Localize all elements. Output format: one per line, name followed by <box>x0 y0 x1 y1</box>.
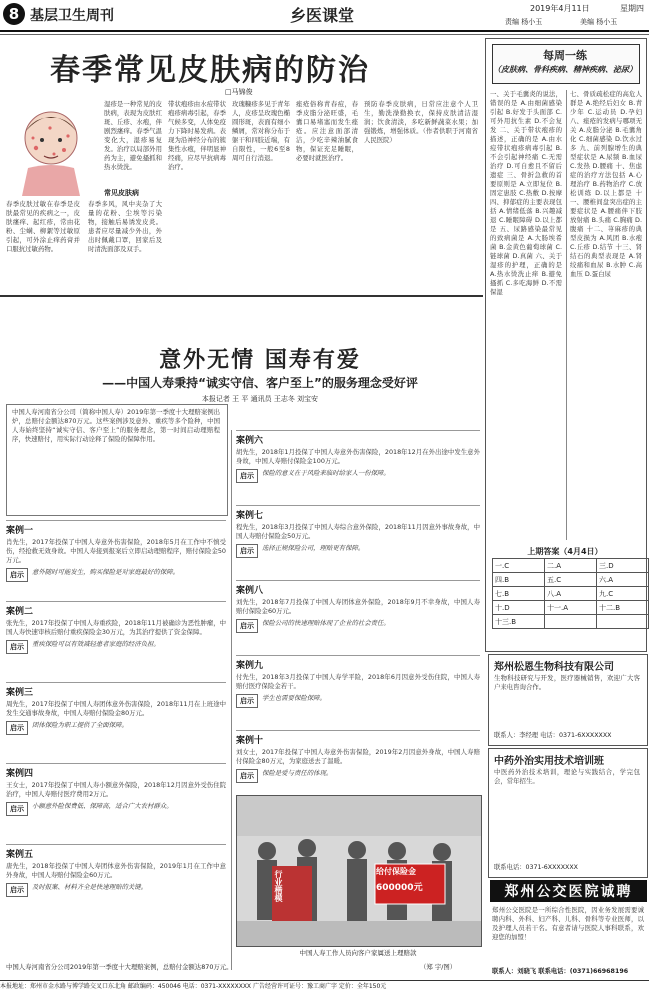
case-block <box>6 682 226 763</box>
article2-subtitle: ——中国人寿秉持“诚实守信、客户至上”的服务理念受好评 <box>102 376 418 390</box>
header-subrule <box>0 34 649 35</box>
case-title: 案例九 <box>236 661 264 671</box>
answers-table <box>492 558 649 629</box>
case-hint-text: 重疾保险可以有效减轻患者家庭的经济负担。 <box>32 640 160 648</box>
issue-date: 2019年4月11日 <box>530 4 590 13</box>
article-column: 春季多风，风中夹杂了大量的花粉、尘埃等污染物，接触后易诱发皮炎。患者应尽量减少外出，外出时佩戴口罩，回家后及时清洗面部及双手。 <box>88 200 162 253</box>
case-hint-text: 团体保险为职工提供了全面保障。 <box>32 721 128 729</box>
answer-cell: 五.C <box>545 573 597 587</box>
article2-intro: 中国人寿河南省分公司（简称中国人寿）2019年第一季度十大理赔案例出炉，总赔付金额达870万元。这些案例涉及意外、重疾等多个险种，中国人寿始终坚持“诚实守信、客户至上”的服务理念，第一时间启动理赔程序，快速赔付，用实际行动诠释了保险的保障作用。 <box>12 408 220 443</box>
case-hint-row <box>6 802 226 816</box>
case-body: 周先生，2017年投保了中国人寿团体意外伤害保险，2018年11月在上班途中发生交通事故身故，中国人寿赔付保险金80万元。 <box>6 700 226 717</box>
answer-cell: 一.C <box>493 559 545 573</box>
article2-title: 意外无情 国寿有爱 <box>159 347 361 373</box>
case-hint-row <box>6 883 226 897</box>
case-title: 案例二 <box>6 607 34 617</box>
quiz-divider <box>566 90 567 540</box>
quiz-column-left: 一、关于毛囊炎的说法，错误的是 A.由细菌感染引起 B.好发于头面部 C.可外用抗生素 D.不会复发 二、关于带状疱疹的描述，正确的是 A.由水痘带状疱疹病毒引起 B.不会引起神经痛 C.无需治疗 D.可自愈且不留后遗症 三、骨折急救的首要原则是 A.立即复位 B.固定患肢 C.热敷 D.按摩 四、抑郁症的主要表现包括 A.情绪低落 B.兴趣减退 C.睡眠障碍 D.以上都是 五、尿路感染最常见的致病菌是 A.大肠埃希菌 B.金黄色葡萄球菌 C.链球菌 D.真菌 六、关于湿疹的护理，正确的是 A.热水烫洗止痒 B.避免搔抓 C.多吃海鲜 D.不需保湿 <box>490 90 562 296</box>
answer-cell: 七.B <box>493 587 545 601</box>
case-body: 张先生，2017年投保了中国人寿重疾险，2018年11月被确诊为恶性肿瘤，中国人寿快速审核后赔付重疾保险金30万元，为其治疗提供了资金保障。 <box>6 619 226 636</box>
case-hint-row <box>236 544 480 558</box>
case-block <box>6 520 226 601</box>
case-hint-text: 保险的意义在于风险来临时给家人一份保障。 <box>262 469 390 477</box>
case-hint-row <box>6 721 226 735</box>
article-author: □马锦俊 <box>225 88 253 96</box>
photo-caption: 中国人寿工作人员向客户家属送上理赔款 <box>299 949 417 957</box>
article2-footer-byline: （郑 宇/图） <box>420 963 457 971</box>
case-block <box>236 580 480 655</box>
answer-cell: 九.C <box>597 587 649 601</box>
ad-songen-contact: 联系人：李经理 电话：0371-6XXXXXXX <box>494 732 612 739</box>
article-column: 痤疮俗称青春痘，春季皮脂分泌旺盛，毛囊口易堵塞而发生痤疮。应注意面部清洁，少吃辛辣油腻食物，保证充足睡眠，必要时就医治疗。 <box>296 100 358 162</box>
case-title: 案例七 <box>236 511 264 521</box>
case-hint-label: 启示 <box>236 469 258 483</box>
article-column: 玫瑰糠疹多见于青年人，皮疹呈玫瑰色椭圆形斑，表面有细小鳞屑，常对称分布于躯干和四肢近端，有自限性，一般6至8周可自行消退。 <box>232 100 290 162</box>
answer-cell: 十三.B <box>493 615 545 629</box>
case-title: 案例八 <box>236 586 264 596</box>
case-block <box>236 430 480 505</box>
case-hint-text: 保险是爱与责任的体现。 <box>262 769 333 777</box>
case-hint-row <box>236 619 480 633</box>
editor-credit: 责编 杨小玉 <box>505 18 543 26</box>
article-title: 春季常见皮肤病的防治 <box>50 53 370 88</box>
cases-left-column <box>6 520 226 918</box>
article2-byline: 本报记者 王 平 通讯员 王志冬 刘宝安 <box>201 395 319 403</box>
article-column: 带状疱疹由水痘带状疱疹病毒引起，春季气候多变，人体免疫力下降时易发病。表现为沿神经分布的簇集性水疱，伴明显神经痛，应尽早抗病毒治疗。 <box>168 100 226 171</box>
photo-check-amount: 600000元 <box>376 883 423 893</box>
case-hint-label: 启示 <box>236 619 258 633</box>
case-hint-label: 启示 <box>236 694 258 708</box>
ad-training-body: 中医药外治技术培训，理论与实践结合，学完包会，常年招生。 <box>494 768 640 785</box>
article-column: 湿疹是一种常见的皮肤病，表现为皮肤红斑、丘疹、水疱，伴剧烈瘙痒。春季气温变化大，湿疹易复发。治疗以局部外用药为主，避免搔抓和热水烫洗。 <box>104 100 162 171</box>
answer-cell: 十.D <box>493 601 545 615</box>
image-caption: 常见皮肤病 <box>104 189 139 197</box>
photo-check-label: 给付保险金 <box>376 867 416 876</box>
case-title: 案例六 <box>236 436 264 446</box>
answer-cell: 四.B <box>493 573 545 587</box>
issue-weekday: 星期四 <box>620 4 644 13</box>
case-hint-label: 启示 <box>6 802 28 816</box>
article2-footer-note: 中国人寿河南省分公司2019年第一季度十大理赔案例，总赔付金额达870万元。 <box>6 963 233 971</box>
case-body: 付先生，2018年3月投保了中国人寿学平险，2018年6月因意外受伤住院，中国人寿赔付医疗保险金若干。 <box>236 673 480 690</box>
section-divider <box>0 295 483 297</box>
case-title: 案例十 <box>236 736 264 746</box>
case-hint-row <box>236 694 480 708</box>
case-hint-text: 选择正规保险公司，理赔更有保障。 <box>262 544 365 552</box>
case-hint-label: 启示 <box>6 568 28 582</box>
cases-divider <box>231 430 232 970</box>
case-body: 肖先生，2017年投保了中国人寿意外伤害保险，2018年5月在工作中不慎受伤，经抢救无效身故。中国人寿接到报案后立即启动理赔程序，赔付保险金50万元。 <box>6 538 226 564</box>
case-body: 程先生，2018年3月投保了中国人寿综合意外保险，2018年11月因意外事故身故，中国人寿赔付保险金50万元。 <box>236 523 480 540</box>
answer-cell: 六.A <box>597 573 649 587</box>
answer-cell <box>545 615 597 629</box>
case-title: 案例四 <box>6 769 34 779</box>
ad-hospital-contact: 联系人：刘晓飞 联系电话：(0371)66968196 <box>492 968 629 975</box>
case-block <box>6 601 226 682</box>
case-block <box>6 763 226 844</box>
skin-illustration <box>6 96 96 196</box>
case-block <box>236 505 480 580</box>
case-hint-text: 小额意外险保费低、保障高，适合广大农村群众。 <box>32 802 173 810</box>
case-body: 刘先生，2018年7月投保了中国人寿团体意外保险，2018年9月不幸身故，中国人寿赔付保险金60万元。 <box>236 598 480 615</box>
answer-cell <box>597 615 649 629</box>
case-title: 案例一 <box>6 526 34 536</box>
paper-name: 基层卫生周刊 <box>30 8 114 24</box>
case-hint-row <box>236 769 480 783</box>
case-hint-label: 启示 <box>6 721 28 735</box>
quiz-title: 每周一练 <box>543 49 587 62</box>
ad-training-title: 中药外治实用技术培训班 <box>494 756 604 767</box>
designer-credit: 美编 杨小玉 <box>580 18 618 26</box>
answer-cell: 二.A <box>545 559 597 573</box>
header-rule <box>0 30 649 32</box>
case-block <box>6 844 226 925</box>
case-hint-label: 启示 <box>6 640 28 654</box>
case-hint-row <box>6 640 226 654</box>
case-hint-text: 学生也需要保险保障。 <box>262 694 326 702</box>
ad-training-contact: 联系电话：0371-6XXXXXXX <box>494 864 578 871</box>
answer-cell: 三.D <box>597 559 649 573</box>
case-body: 胡先生，2018年1月投保了中国人寿意外伤害保险，2018年12月在外出途中发生意外身故，中国人寿赔付保险金100万元。 <box>236 448 480 465</box>
answers-title: 上期答案（4月4日） <box>527 547 603 556</box>
page-footer: 本报地址：郑州市金水路与博学路交叉口东北角 邮政编码：450046 电话：0371-XXXXXXXX 广告经营许可证号：豫工商广字 定价：全年150元 <box>0 980 649 993</box>
case-block <box>236 655 480 730</box>
case-hint-label: 启示 <box>236 769 258 783</box>
photo-banner-text: 行业楷模 <box>274 870 283 902</box>
answer-cell: 十二.B <box>597 601 649 615</box>
case-hint-label: 启示 <box>6 883 28 897</box>
quiz-column-right: 七、骨质疏松症的高危人群是 A.绝经后妇女 B.青少年 C.运动员 D.孕妇 八、痤疮的发病与哪项无关 A.皮脂分泌 B.毛囊角化 C.细菌感染 D.饮水过多 九、前列腺增生的典型症状是 A.尿频 B.血尿 C.发热 D.腰痛 十、焦虑症的治疗方法包括 A.心理治疗 B.药物治疗 C.放松训练 D.以上都是 十一、腰椎间盘突出症的主要症状是 A.腰痛伴下肢放射痛 B.头痛 C.胸痛 D.腹痛 十二、荨麻疹的典型皮损为 A.风团 B.水疱 C.丘疹 D.结节 十三、肾结石的典型表现是 A.肾绞痛和血尿 B.水肿 C.高血压 D.蛋白尿 <box>570 90 642 278</box>
page-number: 8 <box>3 3 25 25</box>
ad-songen-body: 生物科技研究与开发，医疗器械销售，欢迎广大客户来电咨询合作。 <box>494 674 640 691</box>
ad-hospital-title: 郑州公交医院诚聘 <box>490 880 647 902</box>
case-body: 刘女士，2017年投保了中国人寿意外伤害保险，2019年2月因意外身故，中国人寿赔付保险金80万元，为家庭送去了温暖。 <box>236 748 480 765</box>
answer-cell: 十一.A <box>545 601 597 615</box>
case-title: 案例三 <box>6 688 34 698</box>
article-column: 春季皮肤过敏在春季是皮肤最常见的疾病之一，皮肤瘙痒、起红疹，常由花粉、尘螨、柳絮等过敏原引起，可外涂止痒药膏并口服抗过敏药物。 <box>6 200 80 253</box>
case-hint-text: 保险公司的快速理赔体现了企业的社会责任。 <box>262 619 390 627</box>
cases-right-column <box>236 430 480 790</box>
case-hint-text: 及时报案、材料齐全是快速理赔的关键。 <box>32 883 148 891</box>
case-hint-label: 启示 <box>236 544 258 558</box>
case-block <box>236 730 480 805</box>
case-title: 案例五 <box>6 850 34 860</box>
ad-songen-title: 郑州松恩生物科技有限公司 <box>494 662 614 673</box>
ad-hospital-body: 郑州公交医院是一所综合性医院，因业务发展需要诚聘内科、外科、妇产科、儿科、骨科等专业医师，以及护理人员若干名。有意者请与医院人事科联系，欢迎您的加盟！ <box>492 906 644 941</box>
case-hint-text: 意外随时可能发生，购买保险是对家庭最好的保障。 <box>32 568 179 576</box>
case-body: 唐先生，2018年投保了中国人寿团体意外伤害保险，2019年1月在工作中意外身故，中国人寿赔付保险金60万元。 <box>6 862 226 879</box>
section-title: 乡医课堂 <box>290 6 355 25</box>
case-body: 王女士，2017年投保了中国人寿小额意外保险，2018年12月因意外受伤住院治疗，中国人寿赔付医疗费用2万元。 <box>6 781 226 798</box>
case-hint-row <box>6 568 226 582</box>
article-column: 预防春季皮肤病，日常应注意个人卫生，勤洗澡勤换衣，保持皮肤清洁湿润；饮食清淡，多吃新鲜蔬菜水果；加强锻炼，增强体质。（作者供职于河南省人民医院） <box>364 100 478 144</box>
quiz-subtitle: （皮肤病、骨科疾病、精神疾病、泌尿） <box>493 64 637 74</box>
answer-cell: 八.A <box>545 587 597 601</box>
case-hint-row <box>236 469 480 483</box>
